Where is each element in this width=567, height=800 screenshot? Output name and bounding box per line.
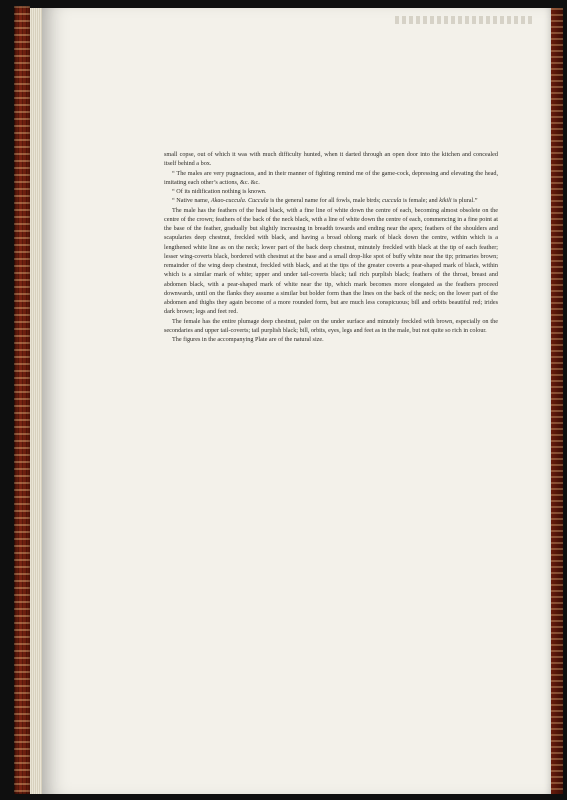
show-through-heading-marks [395,16,535,24]
cover-edge-right [551,8,563,794]
paragraph-2: “ The males are very pugnacious, and in their manner of fighting remind me of the game-cock, depressing and elevating the head, imitating each other’s actions, &c. &c. [164,169,498,186]
paragraph-4-native-name [164,196,498,205]
native-name-lead: “ Native name, [172,197,211,205]
body-text [164,150,498,344]
paragraph-3: “ Of its nidification nothing is known. [172,188,267,195]
paragraph-male-description: The male has the feathers of the head black, with a fine line of white down the centre of each, becoming almost obsolete on the centre of the crown; feathers of the back of the neck black, with a line of white down the centre of each, commencing in a fine point at the base of the feather, gradually but slightly increasing in breadth towards and ending near the apex; feathers of the shoulders and scapularies deep chestnut, freckled with black, and having a broad oblong mark of black down the centre, within which is a lengthened white line as on the neck; lower part of the back deep chestnut, minutely freckled with black at the tip of each feather; lesser wing-coverts black, bordered with chestnut at the base and a small drop-like spot of buffy white near the tip; primaries brown; remainder of the wing deep chestnut, freckled with black, and at the tips of the greater coverts a pear-shaped mark of black, within which is a similar mark of white; upper and under tail-coverts black; tail rich purplish black; feathers of the throat, breast and abdomen black, with a pear-shaped mark of white near the tip, which mark becomes more elongated as the feathers proceed downwards, until on the flanks they assume a similar but bolder form than the lines on the back of the neck; on the lower part of the abdomen and thighs they again become of a more rounded form, but are much less conspicuous; bill and orbits beautiful red; irides dark brown; legs and feet red. [164,206,498,316]
book-page [42,8,551,794]
term-cuccula: Cuccula [247,197,269,205]
native-name-mid-2: is female; and [401,197,440,205]
term-kikili: kikili [439,197,452,205]
native-name-sep: . [244,197,248,205]
native-name-end: is plural.” [451,197,478,205]
page-edges [30,8,42,794]
paragraph-plate-note: The figures in the accompanying Plate are of the natural size. [172,336,324,343]
book-spine-gilt-binding [14,6,30,794]
native-name-mid: is the general name for all fowls, male birds; [268,197,383,205]
paragraph-female-description: The female has the entire plumage deep chestnut, paler on the under surface and minutely freckled with brown, especially on the secondaries and upper tail-coverts; tail purplish black; bill, orbits, eyes, legs and feet as in the male, but not quite so rich in colour. [164,317,498,334]
term-cuccula-female: cuccula [382,197,402,205]
paragraph-1: small copse, out of which it was with much difficulty hunted, when it darted through an open door into the kitchen and concealed itself behind a box. [164,151,498,168]
native-name-term: Akao-cuccula [210,197,245,205]
